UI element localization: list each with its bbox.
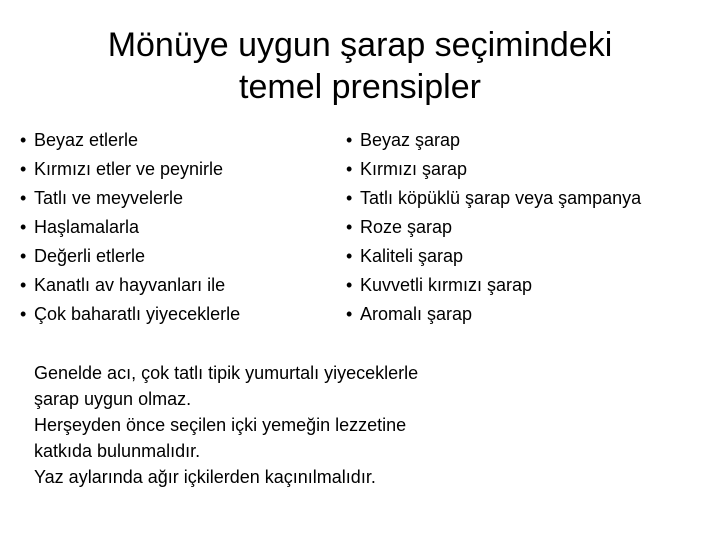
bullet-icon: •: [20, 217, 27, 237]
list-item: [346, 271, 716, 300]
bullet-icon: •: [346, 188, 353, 208]
notes-line: Genelde acı, çok tatlı tipik yumurtalı yiyeceklerle: [34, 363, 419, 383]
bullet-icon: •: [346, 130, 353, 150]
bullet-icon: •: [346, 275, 353, 295]
bullet-icon: •: [20, 130, 27, 150]
list-item: [346, 155, 716, 184]
wine-item-text: Beyaz şarap: [360, 130, 461, 150]
list-item: [346, 300, 716, 329]
bullet-icon: •: [346, 246, 353, 266]
bullet-icon: •: [20, 304, 27, 324]
food-item-text: Haşlamalarla: [34, 217, 140, 237]
food-item-text: Kanatlı av hayvanları ile: [34, 275, 226, 295]
wine-item-text: Roze şarap: [360, 217, 453, 237]
food-list: [20, 126, 330, 329]
wine-item-text: Kuvvetli kırmızı şarap: [360, 275, 533, 295]
notes-paragraph: [34, 360, 634, 490]
list-item: [20, 126, 330, 155]
list-item: [346, 184, 716, 213]
food-item-text: Değerli etlerle: [34, 246, 146, 266]
wine-item-text: Tatlı köpüklü şarap veya şampanya: [360, 188, 642, 208]
list-item: [20, 271, 330, 300]
wine-list: [346, 126, 716, 329]
bullet-icon: •: [346, 159, 353, 179]
list-item: [20, 300, 330, 329]
slide-title: [0, 24, 720, 108]
list-item: [346, 242, 716, 271]
wine-item-text: Aromalı şarap: [360, 304, 473, 324]
slide-title-line-1: Mönüye uygun şarap seçimindeki: [107, 26, 613, 64]
food-item-text: Beyaz etlerle: [34, 130, 139, 150]
bullet-icon: •: [346, 217, 353, 237]
list-item: [20, 213, 330, 242]
wine-item-text: Kırmızı şarap: [360, 159, 468, 179]
notes-line: katkıda bulunmalıdır.: [34, 441, 201, 461]
food-item-text: Çok baharatlı yiyeceklerle: [34, 304, 241, 324]
food-item-text: Tatlı ve meyvelerle: [34, 188, 184, 208]
list-item: [20, 155, 330, 184]
list-item: [20, 184, 330, 213]
notes-line: şarap uygun olmaz.: [34, 389, 192, 409]
slide-title-line-2: temel prensipler: [239, 68, 481, 106]
food-item-text: Kırmızı etler ve peynirle: [34, 159, 224, 179]
wine-item-text: Kaliteli şarap: [360, 246, 464, 266]
bullet-icon: •: [346, 304, 353, 324]
bullet-icon: •: [20, 275, 27, 295]
list-item: [346, 126, 716, 155]
list-item: [20, 242, 330, 271]
bullet-icon: •: [20, 246, 27, 266]
notes-line: Yaz aylarında ağır içkilerden kaçınılmalıdır.: [34, 467, 376, 487]
notes-line: Herşeyden önce seçilen içki yemeğin lezzetine: [34, 415, 407, 435]
bullet-icon: •: [20, 159, 27, 179]
list-item: [346, 213, 716, 242]
bullet-icon: •: [20, 188, 27, 208]
